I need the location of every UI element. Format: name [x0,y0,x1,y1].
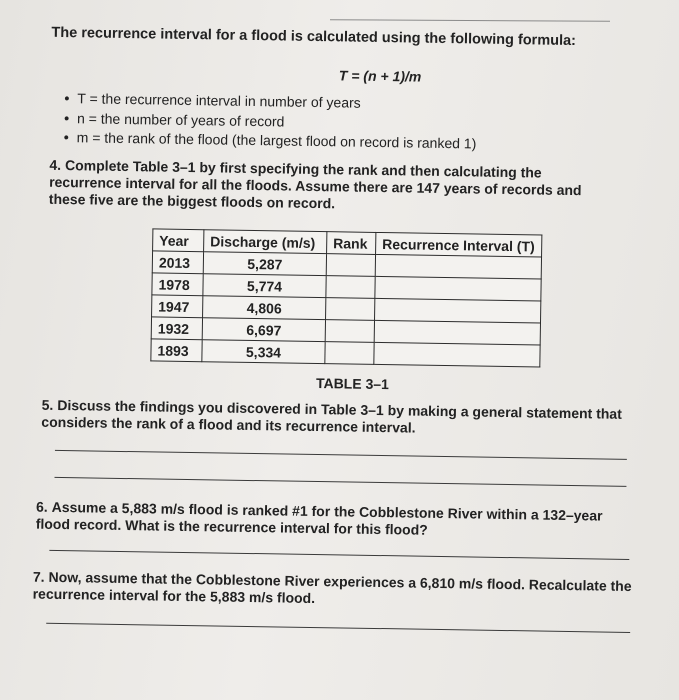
cell-recurrence-interval[interactable] [375,276,541,301]
cell-discharge: 4,806 [203,296,326,320]
cell-recurrence-interval[interactable] [374,342,540,367]
question-6 [36,499,636,542]
cell-year: 1978 [152,273,203,296]
cell-recurrence-interval[interactable] [374,320,540,345]
definition-item: • n = the number of years of record [64,109,477,135]
answer-line[interactable] [46,623,630,633]
question-text: Now, assume that the Cobblestone River experiences a 6,810 m/s flood. Recalculate the recurrence interval for the 5,883 m/s flood. [32,568,632,607]
answer-line[interactable] [49,550,629,560]
definition-item: • T = the recurrence interval in number of years [64,89,477,115]
cell-year: 1932 [151,317,202,340]
header-year: Year [153,229,204,252]
question-number: 6. [35,498,48,515]
cell-rank[interactable] [326,298,375,321]
table-caption: TABLE 3–1 [315,375,390,393]
question-number: 5. [41,396,54,413]
header-recurrence-interval: Recurrence Interval (T) [376,232,542,257]
question-number: 7. [32,568,45,585]
cell-recurrence-interval[interactable] [375,298,541,323]
cell-rank[interactable] [326,276,375,299]
cell-discharge: 5,287 [203,252,326,276]
table-row [151,339,540,367]
cell-discharge: 5,334 [202,340,325,364]
flood-table [150,228,542,367]
question-text: Complete Table 3–1 by first specifying the rank and then calculating the recurrence interval for all the floods. Assume there are 147 years of records and these five are the biggest floods on record. [48,157,582,212]
intro-text: The recurrence interval for a flood is calculated using the following formula: [51,24,577,50]
header-discharge: Discharge (m/s) [204,230,327,254]
cell-rank[interactable] [326,254,375,277]
definition-item: • m = the rank of the flood (the largest flood on record is ranked 1) [64,128,477,154]
question-4 [49,157,610,217]
answer-line[interactable] [54,477,626,487]
cell-year: 2013 [152,251,203,274]
question-number: 4. [49,156,62,173]
cell-year: 1893 [151,339,202,362]
cell-recurrence-interval[interactable] [375,254,541,279]
question-text: Assume a 5,883 m/s flood is ranked #1 for the Cobblestone River within a 132–year flood record. What is the recurrence interval for this flood? [35,498,603,538]
cell-year: 1947 [152,295,203,318]
definition-list [64,89,477,154]
question-text: Discuss the findings you discovered in Table 3–1 by making a general statement that considers the rank of a flood and its recurrence interval. [41,396,622,436]
recurrence-formula: T = (n + 1)/m [338,67,422,85]
answer-line[interactable] [55,450,627,460]
cell-rank[interactable] [325,342,374,365]
question-7 [33,569,643,613]
cell-discharge: 5,774 [203,274,326,298]
header-rank: Rank [327,232,376,255]
cell-discharge: 6,697 [202,318,325,342]
cell-rank[interactable] [325,320,374,343]
question-5 [41,397,679,441]
